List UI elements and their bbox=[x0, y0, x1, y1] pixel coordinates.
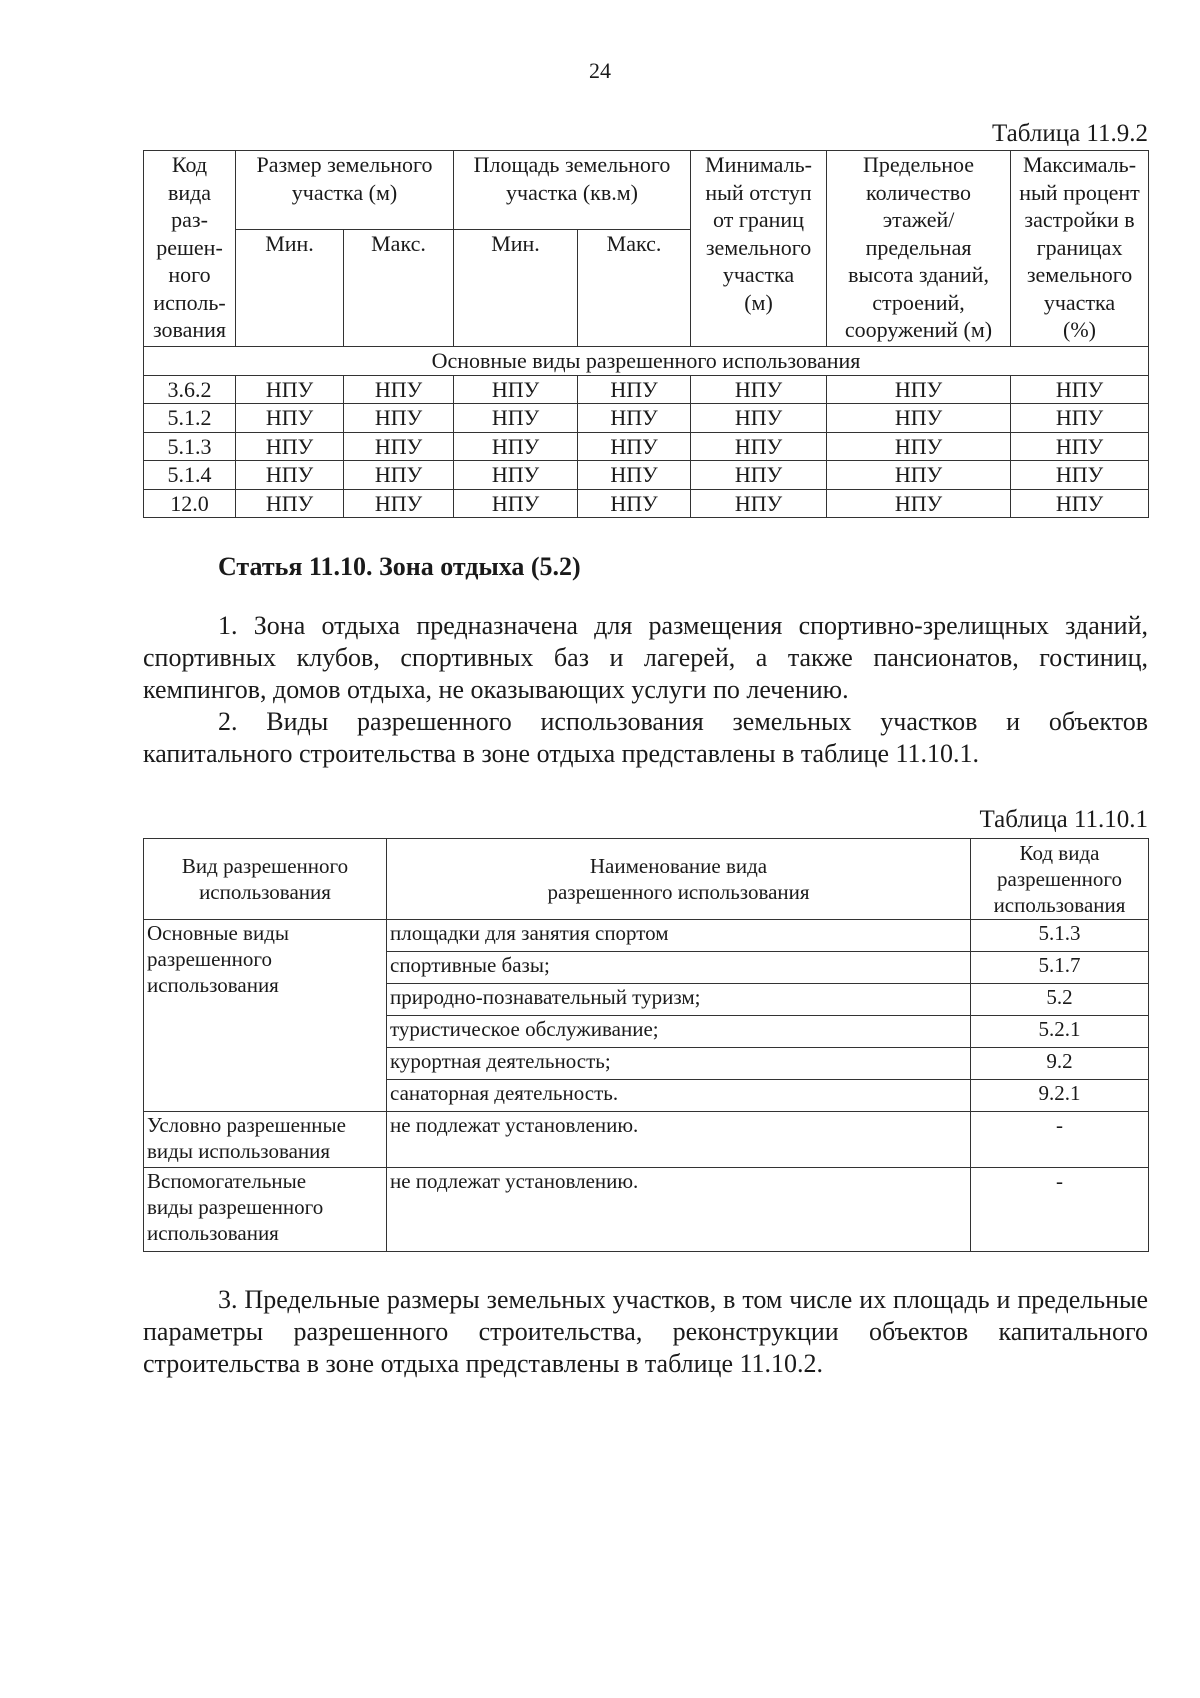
value-cell: НПУ bbox=[827, 432, 1011, 461]
value-cell: НПУ bbox=[578, 404, 691, 433]
value-cell: НПУ bbox=[578, 489, 691, 518]
value-cell: НПУ bbox=[236, 432, 344, 461]
use-name: природно-познавательный туризм; bbox=[387, 984, 971, 1016]
value-cell: НПУ bbox=[691, 404, 827, 433]
value-cell: НПУ bbox=[344, 461, 454, 490]
use-name: курортная деятельность; bbox=[387, 1048, 971, 1080]
table-caption: Таблица 11.9.2 bbox=[992, 120, 1148, 147]
group-conditional: Условно разрешенные виды использования bbox=[144, 1112, 387, 1168]
table-row bbox=[144, 404, 1149, 433]
page-number: 24 bbox=[589, 58, 611, 83]
value-cell: НПУ bbox=[344, 375, 454, 404]
table-row bbox=[144, 375, 1149, 404]
value-cell: НПУ bbox=[691, 375, 827, 404]
value-cell: НПУ bbox=[578, 432, 691, 461]
use-code-cell: 5.1.2 bbox=[144, 404, 236, 433]
value-cell: НПУ bbox=[236, 404, 344, 433]
value-cell: НПУ bbox=[344, 489, 454, 518]
header-code: Код вида раз- решен- ного исполь- зования bbox=[144, 151, 236, 347]
value-cell: НПУ bbox=[344, 432, 454, 461]
use-code: 9.2 bbox=[971, 1048, 1149, 1080]
value-cell: НПУ bbox=[1011, 404, 1149, 433]
use-name: площадки для занятия спортом bbox=[387, 920, 971, 952]
value-cell: НПУ bbox=[578, 461, 691, 490]
value-cell: НПУ bbox=[1011, 432, 1149, 461]
value-cell: НПУ bbox=[1011, 489, 1149, 518]
use-code: 9.2.1 bbox=[971, 1080, 1149, 1112]
header-area-min: Мин. bbox=[454, 230, 578, 347]
value-cell: НПУ bbox=[236, 375, 344, 404]
use-code: 5.2.1 bbox=[971, 1016, 1149, 1048]
use-code-cell: 5.1.4 bbox=[144, 461, 236, 490]
parameters-table bbox=[143, 150, 1149, 518]
group-main: Основные виды разрешенного использования bbox=[144, 920, 387, 1112]
permitted-use-table bbox=[143, 838, 1149, 1252]
use-code-cell: 3.6.2 bbox=[144, 375, 236, 404]
paragraph-1: 1. Зона отдыха предназначена для размещения спортивно-зрелищных зданий, спортивных клубов, спортивных баз и лагерей, а также пансионатов, гостиниц, кемпингов, домов отдыха, не оказывающих услуги по лечению. bbox=[143, 611, 1148, 704]
table-caption: Таблица 11.10.1 bbox=[979, 806, 1148, 833]
header-size-min: Мин. bbox=[236, 230, 344, 347]
value-cell: НПУ bbox=[827, 489, 1011, 518]
value-cell: НПУ bbox=[1011, 461, 1149, 490]
use-name: туристическое обслуживание; bbox=[387, 1016, 971, 1048]
table-row bbox=[144, 461, 1149, 490]
use-name: не подлежат установлению. bbox=[387, 1168, 971, 1252]
header-code: Код вида разрешенного использования bbox=[971, 839, 1149, 920]
value-cell: НПУ bbox=[691, 432, 827, 461]
paragraph-2: 2. Виды разрешенного использования земельных участков и объектов капитального строительства в зоне отдыха представлены в таблице 11.10.1. bbox=[143, 707, 1148, 768]
value-cell: НПУ bbox=[454, 404, 578, 433]
value-cell: НПУ bbox=[1011, 375, 1149, 404]
paragraph-3: 3. Предельные размеры земельных участков, в том числе их площадь и предельные параметры разрешенного строительства, реконструкции объектов капитального строительства в зоне отдыха представлены в таблице 11.10.2. bbox=[143, 1285, 1148, 1378]
header-size: Размер земельного участка (м) bbox=[236, 151, 454, 230]
value-cell: НПУ bbox=[827, 404, 1011, 433]
value-cell: НПУ bbox=[691, 461, 827, 490]
value-cell: НПУ bbox=[827, 375, 1011, 404]
use-code: 5.1.3 bbox=[971, 920, 1149, 952]
header-percent: Максималь- ный процент застройки в границах земельного участка (%) bbox=[1011, 151, 1149, 347]
use-code: - bbox=[971, 1168, 1149, 1252]
header-name: Наименование вида разрешенного использования bbox=[387, 839, 971, 920]
value-cell: НПУ bbox=[236, 489, 344, 518]
use-name: спортивные базы; bbox=[387, 952, 971, 984]
value-cell: НПУ bbox=[454, 375, 578, 404]
value-cell: НПУ bbox=[578, 375, 691, 404]
section-label: Основные виды разрешенного использования bbox=[144, 347, 1149, 376]
use-code: 5.1.7 bbox=[971, 952, 1149, 984]
header-size-max: Макс. bbox=[344, 230, 454, 347]
value-cell: НПУ bbox=[344, 404, 454, 433]
table-row bbox=[144, 489, 1149, 518]
group-auxiliary: Вспомогательные виды разрешенного использования bbox=[144, 1168, 387, 1252]
use-name: санаторная деятельность. bbox=[387, 1080, 971, 1112]
use-name: не подлежат установлению. bbox=[387, 1112, 971, 1168]
header-floors: Предельное количество этажей/ предельная высота зданий, строений, сооружений (м) bbox=[827, 151, 1011, 347]
value-cell: НПУ bbox=[454, 489, 578, 518]
use-code: - bbox=[971, 1112, 1149, 1168]
value-cell: НПУ bbox=[827, 461, 1011, 490]
header-area-max: Макс. bbox=[578, 230, 691, 347]
header-indent: Минималь- ный отступ от границ земельного участка (м) bbox=[691, 151, 827, 347]
value-cell: НПУ bbox=[454, 432, 578, 461]
use-code-cell: 5.1.3 bbox=[144, 432, 236, 461]
table-row bbox=[144, 432, 1149, 461]
use-code-cell: 12.0 bbox=[144, 489, 236, 518]
value-cell: НПУ bbox=[236, 461, 344, 490]
value-cell: НПУ bbox=[454, 461, 578, 490]
article-heading: Статья 11.10. Зона отдыха (5.2) bbox=[218, 552, 581, 581]
header-kind: Вид разрешенного использования bbox=[144, 839, 387, 920]
value-cell: НПУ bbox=[691, 489, 827, 518]
header-area: Площадь земельного участка (кв.м) bbox=[454, 151, 691, 230]
use-code: 5.2 bbox=[971, 984, 1149, 1016]
